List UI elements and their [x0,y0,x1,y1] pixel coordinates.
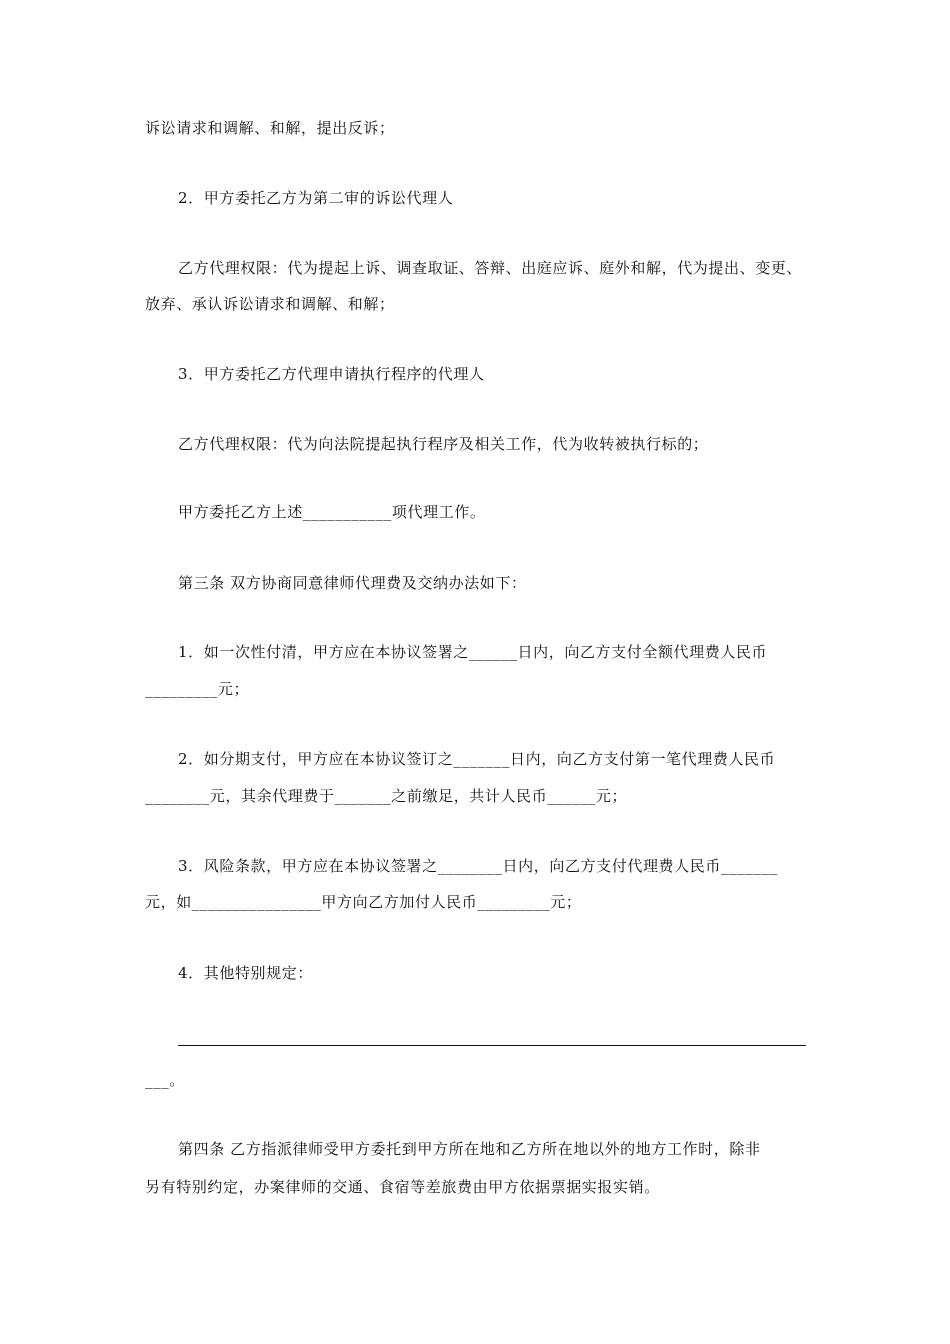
clause-heading: 4．其他特别规定： [178,964,313,982]
paragraph-line: 另有特别约定，办案律师的交通、食宿等差旅费由甲方依据票据实报实销。 [145,1178,660,1196]
paragraph-line: 3．风险条款，甲方应在本协议签署之________日内，向乙方支付代理费人民币_______ [178,857,778,875]
article-heading: 第四条 乙方指派律师受甲方委托到甲方所在地和乙方所在地以外的地方工作时，除非 [178,1140,761,1158]
paragraph-line: ________元，其余代理费于_______之前缴足，共计人民币______元； [145,787,628,805]
clause-heading: 2．甲方委托乙方为第二审的诉讼代理人 [178,189,454,207]
article-heading: 第三条 双方协商同意律师代理费及交纳办法如下： [178,574,527,592]
paragraph-line: 2．如分期支付，甲方应在本协议签订之_______日内，向乙方支付第一笔代理费人民币 [178,750,776,768]
paragraph-line: _________元； [145,680,250,698]
paragraph-line: 甲方委托乙方上述___________项代理工作。 [178,503,486,521]
paragraph-line: 诉讼请求和调解、和解，提出反诉； [145,119,395,137]
clause-heading: 3．甲方委托乙方代理申请执行程序的代理人 [178,365,485,383]
paragraph-line: ___。 [145,1071,185,1089]
paragraph-line: 元，如________________甲方向乙方加付人民币_________元； [145,893,582,911]
paragraph-line: 乙方代理权限：代为提起上诉、调查取证、答辩、出庭应诉、庭外和解，代为提出、变更、 [178,259,803,277]
paragraph-line: 放弃、承认诉讼请求和调解、和解； [145,295,395,313]
paragraph-line: 乙方代理权限：代为向法院提起执行程序及相关工作，代为收转被执行标的； [178,435,709,453]
blank-underline [178,1045,806,1046]
paragraph-line: 1．如一次性付清，甲方应在本协议签署之______日内，向乙方支付全额代理费人民币 [178,643,768,661]
